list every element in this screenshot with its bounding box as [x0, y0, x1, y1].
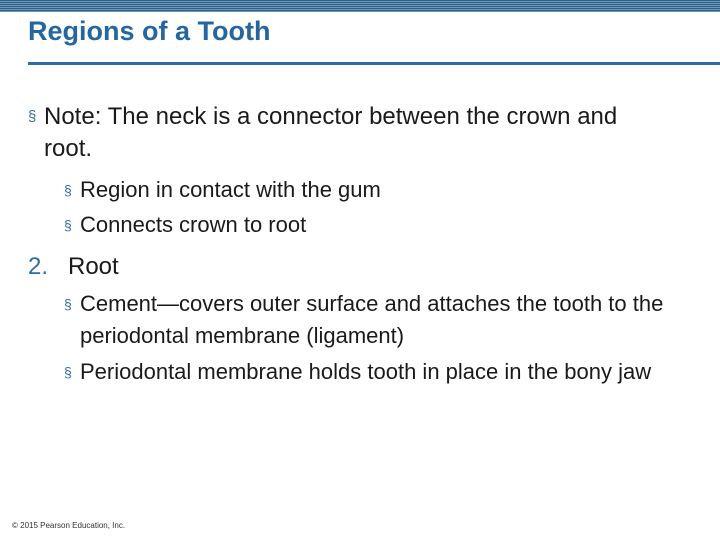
note-text: Note: The neck is a connector between the crown and root.	[44, 103, 618, 162]
neck-point-2	[64, 209, 684, 241]
square-bullet-icon: §	[28, 108, 37, 125]
slide-title: Regions of a Tooth	[28, 16, 271, 46]
root-point-text: Cement—covers outer surface and attaches the tooth to the periodontal membrane (ligament)	[80, 291, 664, 348]
section-title: Root	[68, 253, 119, 280]
square-bullet-icon: §	[64, 296, 72, 312]
note-bullet	[28, 101, 668, 165]
root-heading	[28, 251, 668, 283]
section-number: 2.	[28, 253, 49, 280]
root-point-text: Periodontal membrane holds tooth in place in the bony jaw	[80, 359, 652, 384]
title-underline	[28, 62, 720, 65]
neck-point-1	[64, 174, 684, 206]
top-border-bar	[0, 0, 720, 12]
neck-point-text: Region in contact with the gum	[80, 177, 381, 202]
copyright-footer: © 2015 Pearson Education, Inc.	[12, 521, 126, 530]
square-bullet-icon: §	[64, 217, 72, 233]
root-point-1	[64, 288, 664, 352]
neck-point-text: Connects crown to root	[80, 212, 307, 237]
root-point-2	[64, 356, 664, 388]
square-bullet-icon: §	[64, 182, 72, 198]
square-bullet-icon: §	[64, 364, 72, 380]
